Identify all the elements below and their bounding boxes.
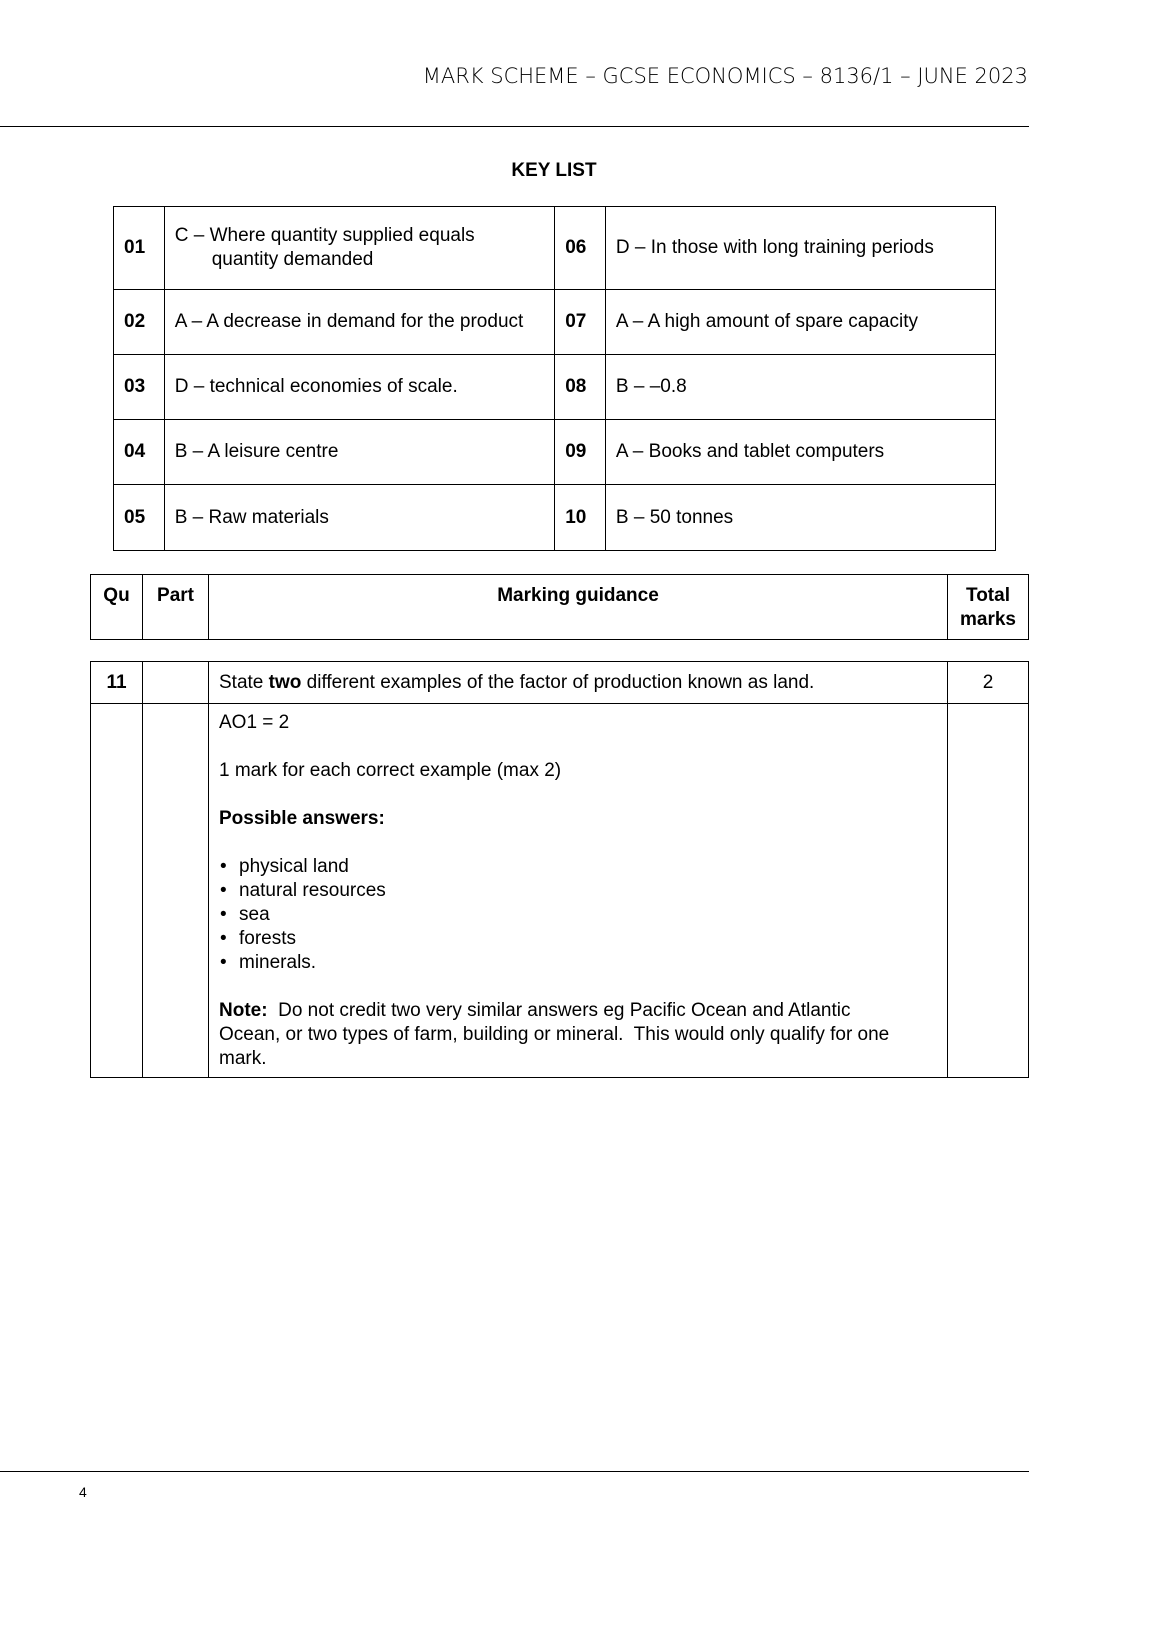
guidance-header-table	[90, 574, 1029, 640]
key-answer: A – A high amount of spare capacity	[605, 290, 995, 355]
key-number: 03	[114, 355, 165, 420]
key-row	[114, 207, 996, 290]
key-number: 05	[114, 485, 165, 551]
answer-item: • forests	[239, 927, 907, 951]
question-part	[143, 662, 209, 704]
note: Note: Do not credit two very similar answers eg Pacific Ocean and Atlantic Ocean, or two types of farm, building or mineral. This would only qualify for one mark.	[219, 1000, 895, 1069]
key-number: 10	[555, 485, 606, 551]
page-header: MARK SCHEME – GCSE ECONOMICS – 8136/1 – JUNE 2023	[422, 64, 1028, 88]
question-number: 11	[91, 662, 143, 704]
col-qu: Qu	[91, 575, 143, 640]
key-number: 08	[555, 355, 606, 420]
footer-rule	[0, 1471, 1029, 1472]
key-list-title: KEY LIST	[511, 160, 597, 181]
question-marks: 2	[948, 662, 1029, 704]
key-answer: D – technical economies of scale.	[164, 355, 554, 420]
key-answer: A – Books and tablet computers	[605, 420, 995, 485]
header-rule	[0, 126, 1029, 127]
key-number: 07	[555, 290, 606, 355]
page-number: 4	[79, 1484, 87, 1500]
key-answer: D – In those with long training periods	[605, 207, 995, 290]
mark-rule: 1 mark for each correct example (max 2)	[219, 760, 562, 781]
key-answer: B – –0.8	[605, 355, 995, 420]
key-answer: A – A decrease in demand for the product	[164, 290, 554, 355]
key-answer: C – Where quantity supplied equals quantity demanded	[164, 207, 554, 290]
key-number: 09	[555, 420, 606, 485]
answer-item: • minerals.	[239, 951, 907, 975]
key-number: 04	[114, 420, 165, 485]
answer-item: • physical land	[239, 855, 907, 879]
question-text: State two different examples of the factor of production known as land.	[209, 662, 948, 704]
key-number: 01	[114, 207, 165, 290]
answer-item: • natural resources	[239, 879, 907, 903]
possible-answers-list	[219, 855, 907, 975]
key-number: 02	[114, 290, 165, 355]
key-row	[114, 355, 996, 420]
col-part: Part	[143, 575, 209, 640]
ao-line: AO1 = 2	[219, 712, 290, 733]
key-number: 06	[555, 207, 606, 290]
key-list-table	[113, 206, 996, 551]
answer-item: • sea	[239, 903, 907, 927]
key-row	[114, 420, 996, 485]
key-answer: B – A leisure centre	[164, 420, 554, 485]
col-guidance: Marking guidance	[209, 575, 948, 640]
possible-answers-heading: Possible answers:	[219, 808, 385, 829]
key-row	[114, 485, 996, 551]
question-11-table	[90, 661, 1029, 1078]
key-row	[114, 290, 996, 355]
key-answer: B – 50 tonnes	[605, 485, 995, 551]
key-answer: B – Raw materials	[164, 485, 554, 551]
marking-guidance	[209, 704, 948, 1078]
col-total: Total marks	[948, 575, 1029, 640]
